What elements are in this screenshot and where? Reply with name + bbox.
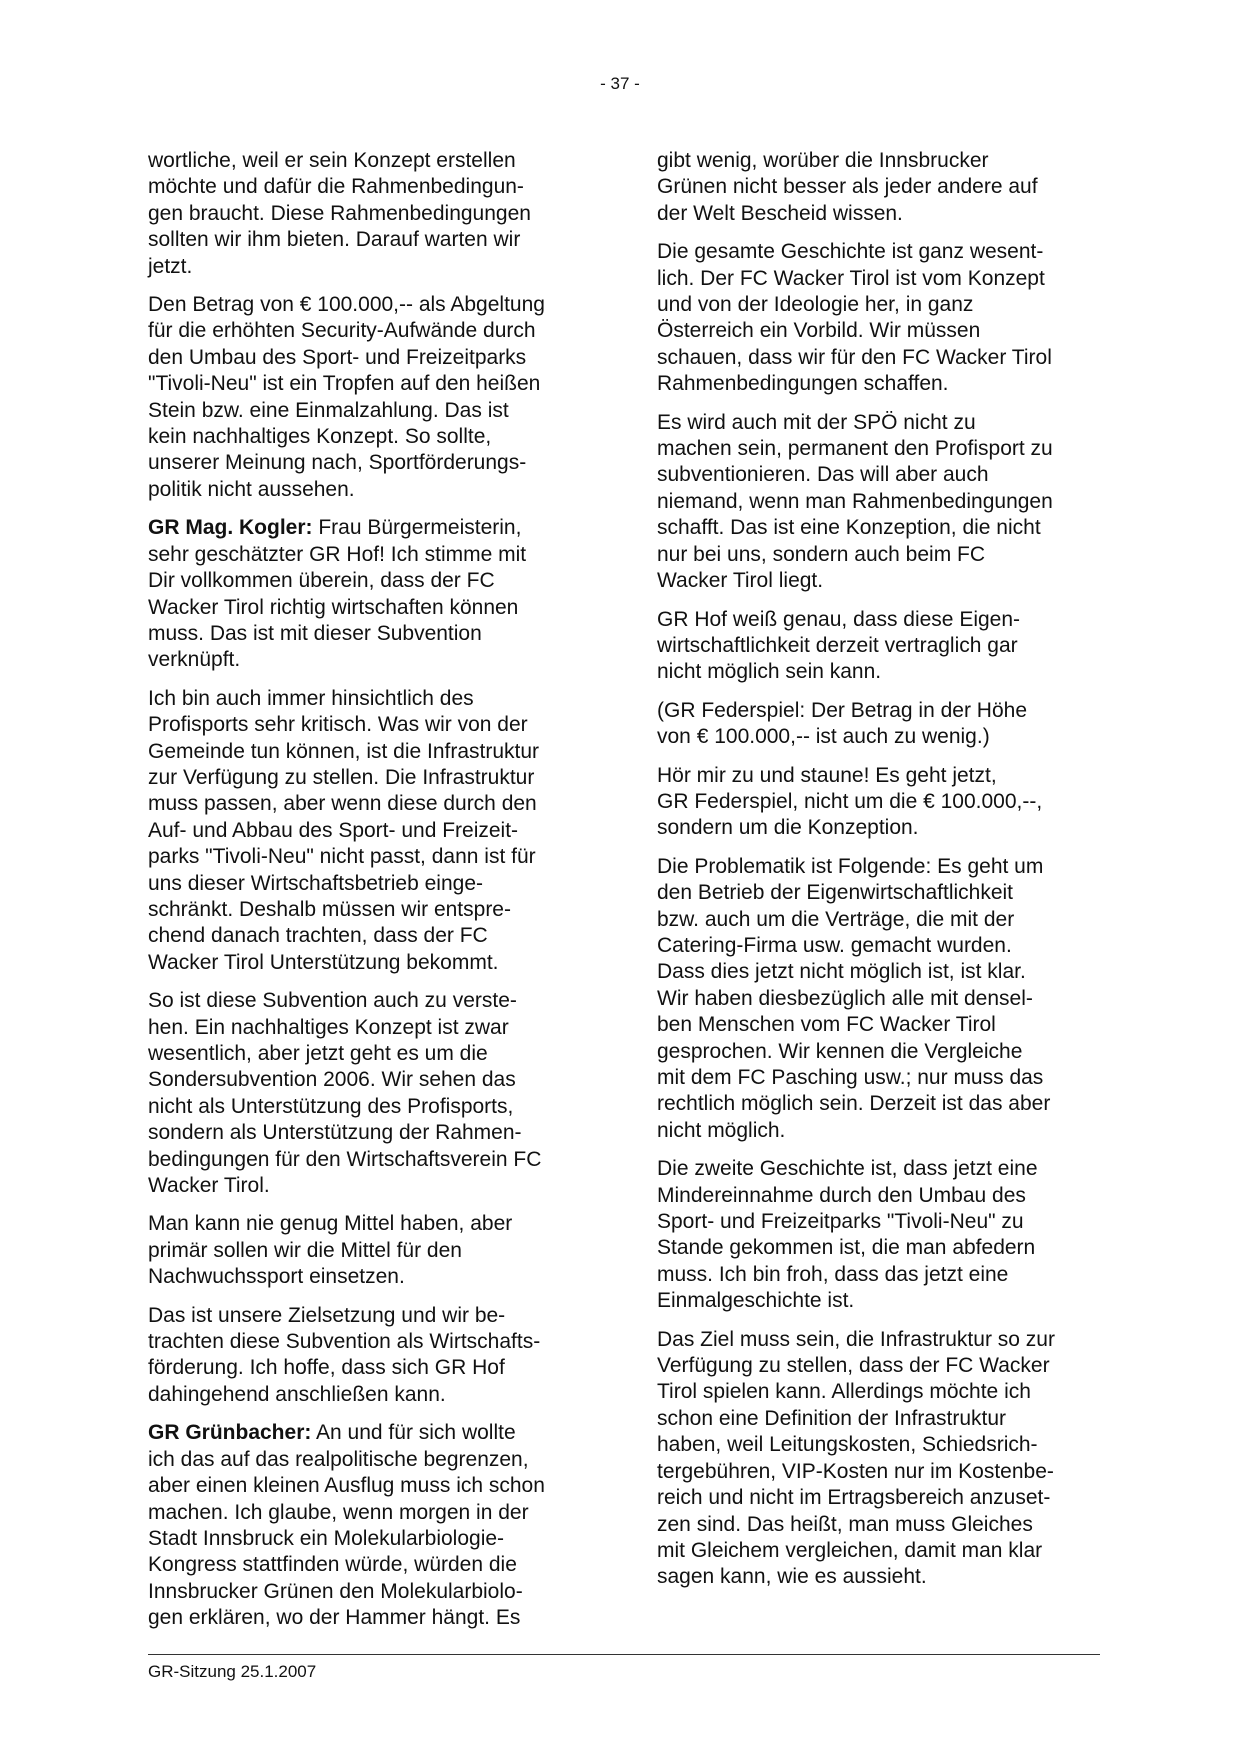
paragraph: Die Problematik ist Folgende: Es geht um den Betrieb der Eigenwirtschaftlichkeit bzw. auch um die Verträge, die mit der Catering-Firma usw. gemacht wurden. Dass dies jetzt nicht möglich ist, ist klar. Wir haben diesbezüglich alle mit densel- ben Menschen vom FC Wacker Tirol gesprochen. Wir kennen die Vergleiche mit dem FC Pasching usw.; nur muss das rechtlich möglich sein. Derzeit ist das aber nicht möglich. — [657, 854, 1051, 1142]
speech-text: An und für sich wollte ich das auf das realpolitische begrenzen, aber einen kleinen Ausflug muss ich schon machen. Ich glaube, wenn morgen in der Stadt Innsbruck ein Molekularbiologie- Kongress stattfinden würde, würden die Innsbrucker Grünen den Molekularbiolo- gen erklären, wo der Hammer hängt. Es — [148, 1421, 545, 1630]
paragraph: Das ist unsere Zielsetzung und wir be- trachten diese Subvention als Wirtschafts- förderung. Ich hoffe, dass sich GR Hof dahingehend anschließen kann. — [148, 1303, 541, 1406]
paragraph: Hör mir zu und staune! Es geht jetzt, GR Federspiel, nicht um die € 100.000,--, sondern um die Konzeption. — [657, 763, 1043, 840]
left-column — [148, 148, 588, 1644]
paragraph: wortliche, weil er sein Konzept erstellen möchte und dafür die Rahmenbedingun- gen braucht. Diese Rahmenbedingungen sollten wir ihm bieten. Darauf warten wir jetzt. — [148, 149, 531, 278]
paragraph: gibt wenig, worüber die Innsbrucker Grünen nicht besser als jeder andere auf der Welt Bescheid wissen. — [657, 149, 1038, 225]
paragraph: So ist diese Subvention auch zu verste- hen. Ein nachhaltiges Konzept ist zwar wesentlich, aber jetzt geht es um die Sondersubvention 2006. Wir sehen das nicht als Unterstützung des Profisports, sondern als Unterstützung der Rahmen- bedingungen für den Wirtschaftsverein FC Wacker Tirol. — [148, 989, 542, 1198]
paragraph: Man kann nie genug Mittel haben, aber primär sollen wir die Mittel für den Nachwuchssport einsetzen. — [148, 1212, 513, 1289]
right-column — [657, 148, 1097, 1603]
speech-text: Frau Bürgermeisterin, sehr geschätzter GR Hof! Ich stimme mit Dir vollkommen überein, dass der FC Wacker Tirol richtig wirtschaften können muss. Das ist mit dieser Subvention verknüpft. — [148, 516, 527, 672]
paragraph: Ich bin auch immer hinsichtlich des Profisports sehr kritisch. Was wir von der Gemeinde tun können, ist die Infrastruktur zur Verfügung zu stellen. Die Infrastruktur muss passen, aber wenn diese durch den Auf- und Abbau des Sport- und Freizeit- parks "Tivoli-Neu" nicht passt, dann ist für uns dieser Wirtschaftsbetrieb einge- schränkt. Deshalb müssen wir entspre- chend danach trachten, dass der FC Wacker Tirol Unterstützung bekommt. — [148, 686, 540, 974]
footer-session-date: GR-Sitzung 25.1.2007 — [148, 1662, 317, 1681]
interjection: (GR Federspiel: Der Betrag in der Höhe von € 100.000,-- ist auch zu wenig.) — [657, 698, 1027, 749]
paragraph: Das Ziel muss sein, die Infrastruktur so zur Verfügung zu stellen, dass der FC Wacker Tirol spielen kann. Allerdings möchte ich schon eine Definition der Infrastruktur haben, weil Leitungskosten, Schiedsrich- tergebühren, VIP-Kosten nur im Kostenbe- reich und nicht im Ertragsbereich anzuset- zen sind. Das heißt, man muss Gleiches mit Gleichem vergleichen, damit man klar sagen kann, wie es aussieht. — [657, 1327, 1055, 1589]
paragraph: Die gesamte Geschichte ist ganz wesent- lich. Der FC Wacker Tirol ist vom Konzept und von der Ideologie her, in ganz Österreich ein Vorbild. Wir müssen schauen, dass wir für den FC Wacker Tirol Rahmenbedingungen schaffen. — [657, 240, 1052, 396]
footer-divider — [148, 1654, 1100, 1655]
paragraph: Es wird auch mit der SPÖ nicht zu machen sein, permanent den Profisport zu subventionieren. Das will aber auch niemand, wenn man Rahmenbedingungen schafft. Das ist eine Konzeption, die nicht nur bei uns, sondern auch beim FC Wacker Tirol liegt. — [657, 410, 1053, 593]
page-number: - 37 - — [600, 74, 640, 93]
paragraph: Den Betrag von € 100.000,-- als Abgeltung für die erhöhten Security-Aufwände durch den Umbau des Sport- und Freizeitparks "Tivoli-Neu" ist ein Tropfen auf den heißen Stein bzw. eine Einmalzahlung. Das ist kein nachhaltiges Konzept. So sollte, unserer Meinung nach, Sportförderungs- politik nicht aussehen. — [148, 293, 545, 501]
paragraph — [148, 1420, 588, 1631]
speaker-name: GR Grünbacher: — [148, 1421, 312, 1445]
paragraph — [148, 515, 588, 673]
paragraph: Die zweite Geschichte ist, dass jetzt eine Mindereinnahme durch den Umbau des Sport- und Freizeitparks "Tivoli-Neu" zu Stande gekommen ist, die man abfedern muss. Ich bin froh, dass das jetzt eine Einmalgeschichte ist. — [657, 1157, 1038, 1313]
paragraph: GR Hof weiß genau, dass diese Eigen- wirtschaftlichkeit derzeit vertraglich gar nicht möglich sein kann. — [657, 607, 1021, 684]
speaker-name: GR Mag. Kogler: — [148, 516, 313, 540]
